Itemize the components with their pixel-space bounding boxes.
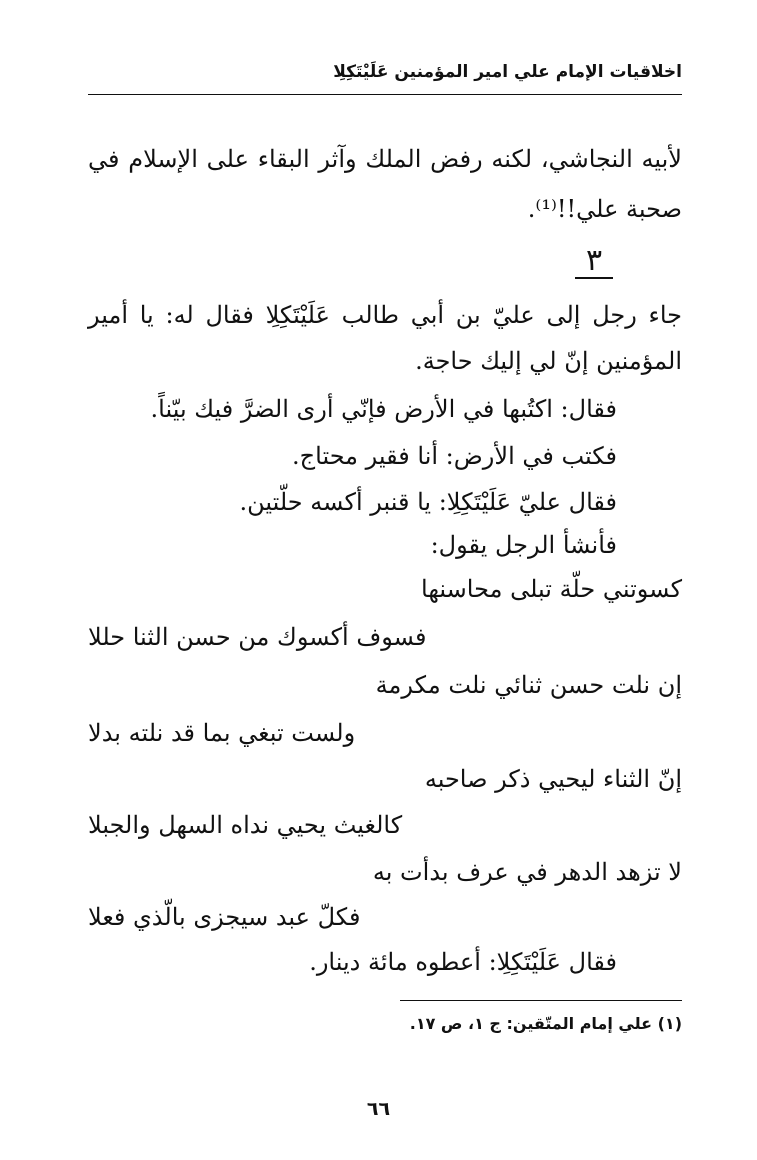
header-rule — [88, 94, 682, 95]
page-number: ٦٦ — [366, 1098, 391, 1120]
closing-line: فقال عَلَيْتَكِلِا: أعطوه مائة دينار. — [309, 948, 617, 976]
paragraph-line-3: جاء رجل إلى عليّ بن أبي طالب عَلَيْتَكِلِا فقال له: يا أمير — [88, 301, 682, 329]
paragraph-line-5: فقال: اكتُبها في الأرض فإنّي أرى الضرَّ فيك بيّناً. — [150, 395, 617, 423]
poem-line-6: كالغيث يحيي نداه السهل والجبلا — [88, 811, 403, 839]
footnote: (١) علي إمام المتّقين: ج ١، ص ١٧. — [409, 1014, 682, 1033]
paragraph-line-4: المؤمنين إنّ لي إليك حاجة. — [415, 347, 682, 375]
paragraph-line-2: صحبة علي!!⁽¹⁾. — [527, 195, 682, 223]
running-header: اخلاقيات الإمام علي امير المؤمنين عَلَيْتَكِلِا — [333, 62, 682, 82]
paragraph-line-7: فقال عليّ عَلَيْتَكِلِا: يا قنبر أكسه حلّتين. — [239, 488, 617, 516]
poem-line-8: فكلّ عبد سيجزى بالّذي فعلا — [88, 903, 361, 931]
paragraph-line-1: لأبيه النجاشي، لكنه رفض الملك وآثر البقاء على الإسلام في — [88, 145, 682, 173]
paragraph-line-6: فكتب في الأرض: أنا فقير محتاج. — [292, 442, 617, 470]
paragraph-line-8: فأنشأ الرجل يقول: — [430, 531, 617, 559]
poem-line-1: كسوتني حلّة تبلى محاسنها — [421, 575, 682, 603]
poem-line-7: لا تزهد الدهر في عرف بدأت به — [372, 858, 682, 886]
section-ornament-icon — [571, 238, 617, 284]
poem-line-5: إنّ الثناء ليحيي ذكر صاحبه — [424, 765, 682, 793]
footnote-separator — [400, 1000, 682, 1001]
poem-line-3: إن نلت حسن ثنائي نلت مكرمة — [375, 671, 682, 699]
section-ornament-glyph: ٣ — [585, 243, 603, 278]
poem-line-4: ولست تبغي بما قد نلته بدلا — [88, 719, 356, 747]
poem-line-2: فسوف أكسوك من حسن الثنا حللا — [88, 623, 427, 651]
